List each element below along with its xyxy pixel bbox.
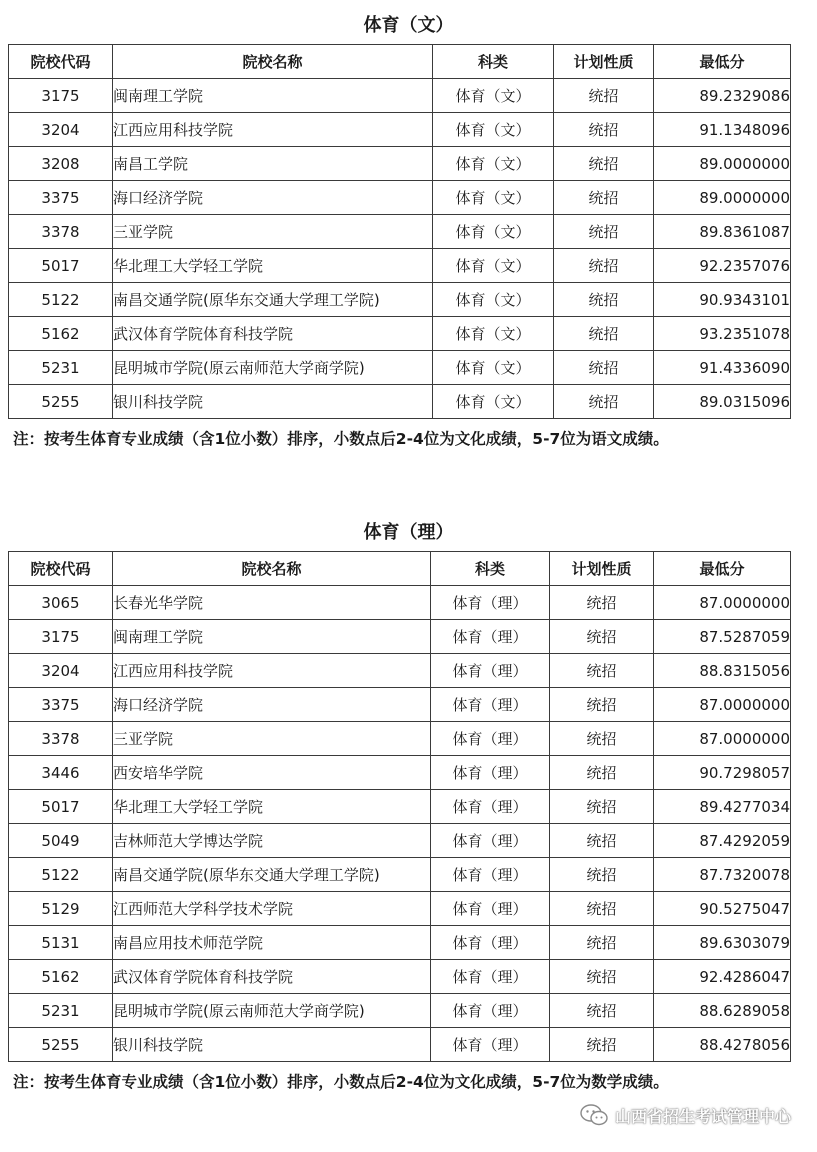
table-header-row [9, 552, 791, 586]
cell-category: 体育（理） [431, 824, 550, 858]
cell-score: 87.0000000 [654, 688, 791, 722]
table-row [9, 79, 791, 113]
cell-category: 体育（文） [433, 249, 554, 283]
cell-score: 91.1348096 [654, 113, 791, 147]
cell-nature: 统招 [550, 654, 654, 688]
cell-score: 90.5275047 [654, 892, 791, 926]
cell-nature: 统招 [554, 215, 654, 249]
cell-score: 89.4277034 [654, 790, 791, 824]
cell-code: 3375 [9, 181, 113, 215]
score-table-wen [8, 44, 791, 419]
table-row [9, 147, 791, 181]
table-row [9, 283, 791, 317]
cell-category: 体育（理） [431, 994, 550, 1028]
cell-score: 89.0315096 [654, 385, 791, 419]
cell-code: 3204 [9, 654, 113, 688]
table-row [9, 654, 791, 688]
cell-name: 南昌交通学院(原华东交通大学理工学院) [113, 283, 433, 317]
cell-score: 90.7298057 [654, 756, 791, 790]
cell-name: 华北理工大学轻工学院 [113, 790, 431, 824]
cell-nature: 统招 [550, 858, 654, 892]
table-row [9, 960, 791, 994]
cell-name: 江西应用科技学院 [113, 113, 433, 147]
table-row [9, 586, 791, 620]
cell-score: 91.4336090 [654, 351, 791, 385]
score-table-li [8, 551, 791, 1062]
watermark-text: 山西省招生考试管理中心 [614, 1106, 791, 1126]
cell-score: 87.0000000 [654, 586, 791, 620]
cell-category: 体育（理） [431, 620, 550, 654]
cell-code: 5231 [9, 994, 113, 1028]
table-row [9, 620, 791, 654]
cell-name: 海口经济学院 [113, 181, 433, 215]
cell-code: 5049 [9, 824, 113, 858]
cell-code: 5122 [9, 283, 113, 317]
cell-score: 89.2329086 [654, 79, 791, 113]
cell-nature: 统招 [554, 317, 654, 351]
cell-code: 5162 [9, 960, 113, 994]
cell-name: 长春光华学院 [113, 586, 431, 620]
cell-name: 三亚学院 [113, 215, 433, 249]
cell-category: 体育（理） [431, 790, 550, 824]
cell-code: 5255 [9, 1028, 113, 1062]
cell-code: 3175 [9, 620, 113, 654]
cell-category: 体育（理） [431, 926, 550, 960]
cell-category: 体育（理） [431, 1028, 550, 1062]
table-row [9, 688, 791, 722]
cell-category: 体育（理） [431, 960, 550, 994]
cell-score: 87.0000000 [654, 722, 791, 756]
cell-nature: 统招 [554, 79, 654, 113]
header-name: 院校名称 [113, 552, 431, 586]
header-nature: 计划性质 [550, 552, 654, 586]
cell-category: 体育（理） [431, 756, 550, 790]
header-score: 最低分 [654, 552, 791, 586]
cell-name: 银川科技学院 [113, 1028, 431, 1062]
cell-name: 昆明城市学院(原云南师范大学商学院) [113, 351, 433, 385]
table-row [9, 722, 791, 756]
cell-score: 89.0000000 [654, 181, 791, 215]
table-row [9, 1028, 791, 1062]
header-category: 科类 [431, 552, 550, 586]
section-title-li: 体育（理） [363, 522, 454, 543]
cell-score: 87.7320078 [654, 858, 791, 892]
cell-category: 体育（理） [431, 654, 550, 688]
table-row [9, 317, 791, 351]
cell-nature: 统招 [550, 960, 654, 994]
table-row [9, 756, 791, 790]
cell-category: 体育（理） [431, 722, 550, 756]
cell-category: 体育（文） [433, 113, 554, 147]
table-header-row [9, 45, 791, 79]
cell-name: 武汉体育学院体育科技学院 [113, 960, 431, 994]
cell-code: 5122 [9, 858, 113, 892]
cell-score: 88.8315056 [654, 654, 791, 688]
cell-category: 体育（理） [431, 586, 550, 620]
cell-name: 三亚学院 [113, 722, 431, 756]
cell-name: 吉林师范大学博达学院 [113, 824, 431, 858]
note-wen: 注：按考生体育专业成绩（含1位小数）排序，小数点后2-4位为文化成绩，5-7位为语文成绩。 [13, 430, 669, 448]
cell-nature: 统招 [550, 722, 654, 756]
table-row [9, 858, 791, 892]
header-code: 院校代码 [9, 45, 113, 79]
cell-nature: 统招 [554, 385, 654, 419]
cell-code: 5129 [9, 892, 113, 926]
cell-code: 3175 [9, 79, 113, 113]
wechat-icon [579, 1103, 609, 1127]
note-li: 注：按考生体育专业成绩（含1位小数）排序，小数点后2-4位为文化成绩，5-7位为数学成绩。 [13, 1073, 669, 1091]
cell-name: 昆明城市学院(原云南师范大学商学院) [113, 994, 431, 1028]
cell-name: 闽南理工学院 [113, 79, 433, 113]
cell-name: 武汉体育学院体育科技学院 [113, 317, 433, 351]
table-row [9, 926, 791, 960]
cell-code: 3446 [9, 756, 113, 790]
cell-name: 南昌交通学院(原华东交通大学理工学院) [113, 858, 431, 892]
cell-name: 海口经济学院 [113, 688, 431, 722]
cell-nature: 统招 [550, 824, 654, 858]
table-row [9, 994, 791, 1028]
cell-code: 5255 [9, 385, 113, 419]
table-row [9, 215, 791, 249]
cell-nature: 统招 [554, 351, 654, 385]
cell-score: 92.4286047 [654, 960, 791, 994]
cell-nature: 统招 [550, 926, 654, 960]
cell-code: 5162 [9, 317, 113, 351]
cell-category: 体育（文） [433, 147, 554, 181]
cell-name: 西安培华学院 [113, 756, 431, 790]
cell-nature: 统招 [550, 994, 654, 1028]
cell-name: 江西师范大学科学技术学院 [113, 892, 431, 926]
cell-code: 3378 [9, 722, 113, 756]
cell-name: 华北理工大学轻工学院 [113, 249, 433, 283]
cell-category: 体育（文） [433, 79, 554, 113]
table-row [9, 113, 791, 147]
cell-category: 体育（理） [431, 688, 550, 722]
cell-nature: 统招 [550, 790, 654, 824]
cell-code: 3378 [9, 215, 113, 249]
cell-code: 5017 [9, 790, 113, 824]
header-score: 最低分 [654, 45, 791, 79]
cell-score: 93.2351078 [654, 317, 791, 351]
cell-category: 体育（理） [431, 892, 550, 926]
section-title-wen: 体育（文） [363, 15, 454, 36]
cell-nature: 统招 [554, 181, 654, 215]
cell-name: 闽南理工学院 [113, 620, 431, 654]
header-code: 院校代码 [9, 552, 113, 586]
cell-name: 银川科技学院 [113, 385, 433, 419]
cell-category: 体育（文） [433, 283, 554, 317]
cell-score: 89.8361087 [654, 215, 791, 249]
cell-score: 87.5287059 [654, 620, 791, 654]
cell-nature: 统招 [554, 113, 654, 147]
cell-nature: 统招 [550, 620, 654, 654]
cell-category: 体育（理） [431, 858, 550, 892]
watermark [579, 1101, 791, 1129]
cell-nature: 统招 [550, 586, 654, 620]
cell-score: 89.0000000 [654, 147, 791, 181]
cell-code: 3208 [9, 147, 113, 181]
cell-category: 体育（文） [433, 351, 554, 385]
table-row [9, 351, 791, 385]
cell-nature: 统招 [554, 147, 654, 181]
cell-category: 体育（文） [433, 215, 554, 249]
table-row [9, 892, 791, 926]
cell-score: 88.4278056 [654, 1028, 791, 1062]
cell-code: 5131 [9, 926, 113, 960]
cell-name: 南昌应用技术师范学院 [113, 926, 431, 960]
cell-nature: 统招 [550, 1028, 654, 1062]
cell-score: 90.9343101 [654, 283, 791, 317]
table-row [9, 249, 791, 283]
cell-nature: 统招 [554, 249, 654, 283]
header-nature: 计划性质 [554, 45, 654, 79]
cell-code: 5231 [9, 351, 113, 385]
cell-category: 体育（文） [433, 181, 554, 215]
cell-name: 南昌工学院 [113, 147, 433, 181]
cell-score: 87.4292059 [654, 824, 791, 858]
cell-category: 体育（文） [433, 317, 554, 351]
cell-code: 3375 [9, 688, 113, 722]
cell-nature: 统招 [550, 756, 654, 790]
cell-code: 3204 [9, 113, 113, 147]
cell-category: 体育（文） [433, 385, 554, 419]
table-row [9, 790, 791, 824]
header-name: 院校名称 [113, 45, 433, 79]
cell-score: 89.6303079 [654, 926, 791, 960]
table-row [9, 181, 791, 215]
header-category: 科类 [433, 45, 554, 79]
cell-nature: 统招 [550, 688, 654, 722]
cell-code: 3065 [9, 586, 113, 620]
cell-score: 92.2357076 [654, 249, 791, 283]
cell-nature: 统招 [554, 283, 654, 317]
cell-nature: 统招 [550, 892, 654, 926]
cell-name: 江西应用科技学院 [113, 654, 431, 688]
table-row [9, 385, 791, 419]
table-row [9, 824, 791, 858]
cell-code: 5017 [9, 249, 113, 283]
cell-score: 88.6289058 [654, 994, 791, 1028]
